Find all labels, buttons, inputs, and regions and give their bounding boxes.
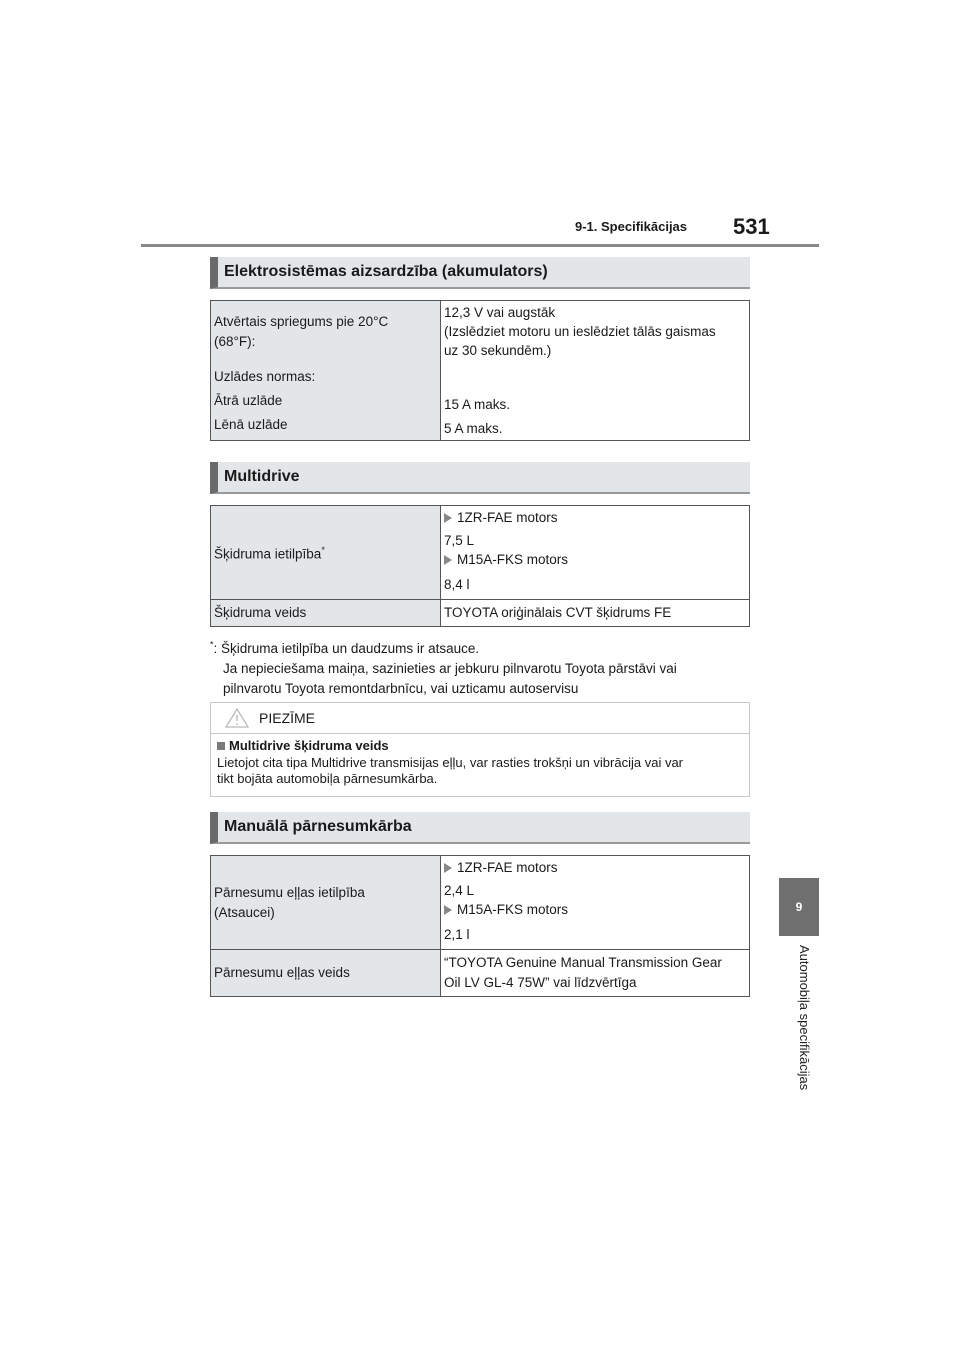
triangle-bullet-icon (444, 555, 452, 565)
manual-type-value-cell (441, 950, 750, 997)
multidrive-spec-table (210, 505, 750, 627)
footnote-mark: * (321, 545, 325, 556)
manual-type-label-cell (211, 950, 441, 997)
warning-triangle-icon (225, 708, 249, 728)
label-slow-charge: Lēnā uzlāde (214, 417, 288, 432)
engine-m15a-fks: M15A-FKS motors (457, 552, 569, 567)
manual-spec-table (210, 855, 750, 997)
notice-body-line: tikt bojāta automobiļa pārnesumkārba. (217, 771, 438, 786)
header-section-title: 9-1. Specifikācijas (575, 219, 688, 234)
value-voltage-note: (Izslēdziet motoru un ieslēdziet tālās gaismas (444, 324, 716, 339)
value-voltage-note-cont: uz 30 sekundēm.) (444, 343, 552, 358)
battery-spec-table (210, 300, 750, 441)
label-voltage-unit: (68°F): (214, 334, 256, 349)
header-rule (141, 244, 819, 247)
table-row (211, 506, 750, 600)
label-fluid-capacity: Šķidruma ietilpība (214, 546, 322, 562)
value-oil-type-cont: Oil LV GL-4 75W” vai līdzvērtīga (444, 975, 637, 990)
footnote-line: pilnvarotu Toyota remontdarbnīcu, vai uzticamu autoservisu (223, 680, 579, 696)
table-row (211, 301, 750, 441)
capacity-m15a-fks: 8,4 l (444, 577, 470, 592)
notice-body-line: Lietojot cita tipa Multidrive transmisijas eļļu, var rasties trokšņi un vibrācija vai var (217, 755, 684, 770)
value-slow-charge: 5 A maks. (444, 421, 503, 436)
table-row (211, 600, 750, 627)
label-oil-capacity-ref: (Atsaucei) (214, 904, 275, 920)
value-voltage: 12,3 V vai augstāk (444, 305, 556, 320)
footnote-line: Ja nepieciešama maiņa, sazinieties ar jebkuru pilnvarotu Toyota pārstāvi vai (223, 660, 677, 676)
capacity-1zr-fae: 7,5 L (444, 533, 475, 548)
page-number: 531 (733, 214, 770, 239)
footnote-line: : Šķidruma ietilpība un daudzums ir atsauce. (213, 640, 480, 656)
value-oil-type: “TOYOTA Genuine Manual Transmission Gear (444, 955, 722, 970)
battery-values (441, 301, 750, 441)
label-fluid-type: Šķidruma veids (214, 605, 307, 620)
notice-title: PIEZĪME (259, 710, 316, 726)
triangle-bullet-icon (444, 863, 452, 873)
manual-heading: Manuālā pārnesumkārba (210, 812, 750, 844)
engine-m15a-fks: M15A-FKS motors (457, 902, 569, 917)
multidrive-type-label-cell (211, 600, 441, 627)
footnote-mark: * (210, 639, 214, 649)
multidrive-capacity-label-cell (211, 506, 441, 600)
triangle-bullet-icon (444, 513, 452, 523)
engine-1zr-fae: 1ZR-FAE motors (457, 510, 558, 525)
label-quick-charge: Ātrā uzlāde (214, 393, 283, 408)
battery-heading: Elektrosistēmas aizsardzība (akumulators) (210, 257, 750, 289)
label-oil-capacity: Pārnesumu eļļas ietilpība (214, 884, 365, 900)
label-charge-rates: Uzlādes normas: (214, 369, 316, 384)
chapter-side-title: Automobiļa specifikācijas (797, 945, 812, 1091)
notice-header (211, 703, 749, 734)
engine-1zr-fae: 1ZR-FAE motors (457, 860, 558, 875)
capacity-m15a-fks: 2,1 l (444, 927, 470, 942)
square-bullet-icon (217, 742, 225, 750)
footnote (210, 634, 750, 699)
chapter-tab[interactable]: 9 (779, 878, 819, 936)
manual-capacity-values (441, 856, 750, 950)
label-oil-type: Pārnesumu eļļas veids (214, 965, 350, 980)
notice-box (210, 702, 750, 797)
table-row (211, 856, 750, 950)
battery-labels (211, 301, 441, 441)
table-row (211, 950, 750, 997)
triangle-bullet-icon (444, 905, 452, 915)
notice-subtitle: Multidrive šķidruma veids (229, 738, 389, 753)
multidrive-type-value-cell (441, 600, 750, 627)
value-quick-charge: 15 A maks. (444, 397, 511, 412)
label-voltage: Atvērtais spriegums pie 20°C (214, 314, 389, 329)
manual-capacity-label-cell (211, 856, 441, 950)
value-fluid-type: TOYOTA oriģinālais CVT šķidrums FE (444, 605, 672, 620)
multidrive-heading: Multidrive (210, 462, 750, 494)
multidrive-capacity-values (441, 506, 750, 600)
notice-body (211, 753, 749, 787)
capacity-1zr-fae: 2,4 L (444, 883, 475, 898)
